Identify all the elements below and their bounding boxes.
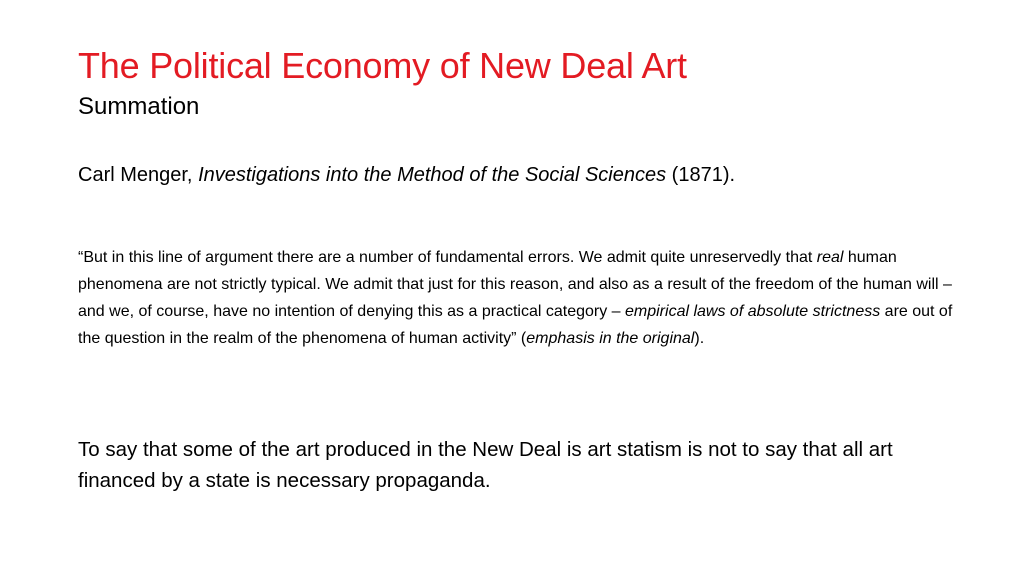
citation-author: Carl Menger, (78, 164, 199, 186)
quote-emphasis-note: emphasis in the original (526, 330, 695, 347)
quote-text-2: human phenomena are not strictly typical. We admit that just for this reason, and also as a result of the freedom of the human will – and we, of course, have no intention of denying this as a practical category – (78, 249, 952, 320)
quote-text-1: “But in this line of argument there are a number of fundamental errors. We admit quite unreservedly that (78, 249, 817, 266)
quote-text-4: ). (694, 330, 705, 347)
quote-block (78, 244, 958, 352)
citation-year: (1871). (666, 164, 736, 186)
quote-text-3: are out of the question in the realm of the phenomena of human activity” ( (78, 303, 953, 347)
citation-work-title: Investigations into the Method of the Social Sciences (198, 164, 667, 186)
conclusion-text: To say that some of the art produced in the New Deal is art statism is not to say that all art financed by a state is necessary propaganda. (78, 438, 893, 492)
slide-subtitle: Summation (78, 93, 200, 120)
slide-title: The Political Economy of New Deal Art (78, 45, 687, 86)
quote-emphasis-real: real (816, 249, 844, 266)
quote-emphasis-laws: empirical laws of absolute strictness (625, 303, 881, 320)
citation (78, 160, 735, 190)
